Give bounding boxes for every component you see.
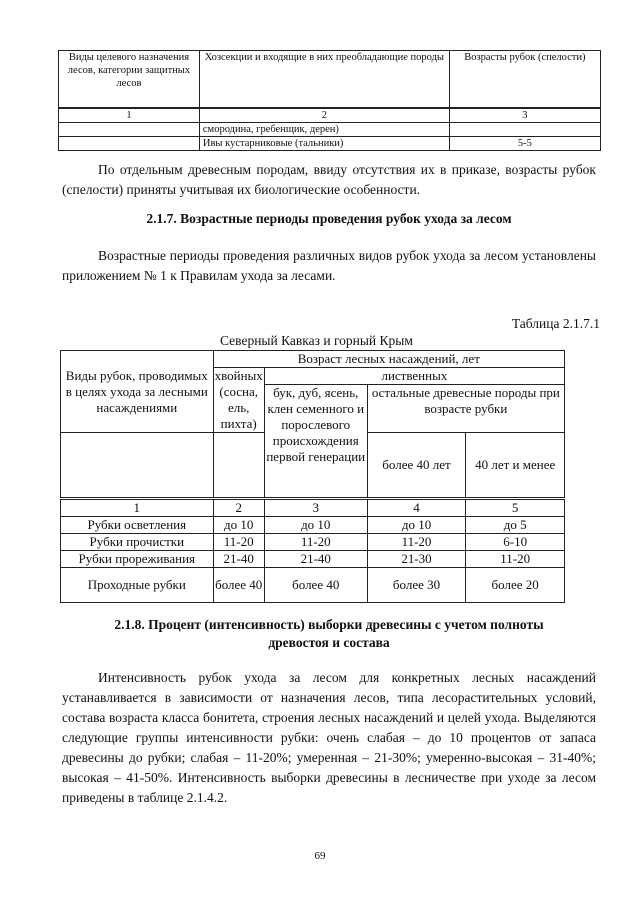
- table-header-row: [61, 351, 565, 368]
- header-cell-deciduous: лиственных: [264, 368, 564, 385]
- section-heading-2-1-8-line1: 2.1.8. Процент (интенсивность) выборки древесины с учетом полноты: [114, 617, 544, 632]
- header-cell-under-40: 40 лет и менее: [466, 433, 565, 499]
- header-cell-conifer: хвойных (сосна, ель, пихта): [214, 368, 263, 431]
- table-cell: до 5: [466, 517, 565, 534]
- number-cell: 3: [449, 108, 600, 123]
- number-cell: 2: [199, 108, 449, 123]
- header-cell-species: Хозсекции и входящие в них преобладающие породы: [199, 51, 449, 109]
- table-row: [59, 137, 601, 151]
- table-cell: 11-20: [466, 551, 565, 568]
- number-cell: 4: [367, 499, 466, 517]
- table-cell: до 10: [264, 517, 367, 534]
- row-name-cell: Проходные рубки: [61, 568, 214, 603]
- table-cell: 21-40: [213, 551, 264, 568]
- table-row: [61, 568, 565, 603]
- table-cell: до 10: [367, 517, 466, 534]
- section-heading-2-1-8-line2: древостоя и состава: [268, 635, 390, 650]
- table-caption: Таблица 2.1.7.1: [511, 316, 600, 331]
- number-cell: 3: [264, 499, 367, 517]
- row-name-cell: Рубки осветления: [61, 517, 214, 534]
- table-cell: 11-20: [213, 534, 264, 551]
- header-cell-age: Возраст лесных насаждений, лет: [213, 351, 564, 368]
- page-number: 69: [314, 850, 326, 862]
- table-cell: 6-10: [466, 534, 565, 551]
- region-caption: Северный Кавказ и горный Крым: [220, 333, 413, 348]
- table-cell: более 40: [264, 568, 367, 603]
- table-cell: более 30: [367, 568, 466, 603]
- row-name-cell: Рубки прореживания: [61, 551, 214, 568]
- header-cell-spacer: [61, 433, 214, 499]
- header-cell-purpose: Виды целевого назначения лесов, категории защитных лесов: [59, 51, 200, 109]
- table-cell: 21-30: [367, 551, 466, 568]
- number-cell: 2: [213, 499, 264, 517]
- number-cell: 1: [59, 108, 200, 123]
- table-cell: 11-20: [367, 534, 466, 551]
- table-cell: 5-5: [449, 137, 600, 151]
- header-cell-beech-oak: бук, дуб, ясень, клен семенного и порослевого происхождения первой генерации: [264, 385, 367, 499]
- header-cell-age: Возрасты рубок (спелости): [449, 51, 600, 109]
- paragraph-intensity: Интенсивность рубок ухода за лесом для конкретных лесных насаждений устанавливается в зависимости от назначения лесов, типа лесорастительных условий, состава возраста класса бонитета, строения лесных насаждений и целей ухода. Выделяются следующие группы интенсивности рубки: очень слабая – до 10 процентов от запаса древесины до рубки; слабая – 11-20%; умеренная – 21-30%; умеренно-высокая – 31-40%; высокая – 41-50%. Интенсивность выборки древесины в лесничестве при уходе за лесом приведены в таблице 2.1.4.2.: [62, 670, 596, 805]
- paragraph-species-note: По отдельным древесным породам, ввиду отсутствия их в приказе, возрасты рубок (спелости) приняты учитывая их биологические особенности.: [62, 162, 596, 197]
- header-cell-spacer: [213, 433, 264, 499]
- table-cell: смородина, гребенщик, дерен): [199, 123, 449, 137]
- table-cell: 11-20: [264, 534, 367, 551]
- table-number-row: [59, 108, 601, 123]
- table-row: [61, 517, 565, 534]
- table-cell: [59, 123, 200, 137]
- header-cell-felling-type: Виды рубок, проводимых в целях ухода за лесными насаждениями: [61, 351, 214, 433]
- table-cell: [59, 137, 200, 151]
- number-cell: 1: [61, 499, 214, 517]
- table-row: [61, 551, 565, 568]
- row-name-cell: Рубки прочистки: [61, 534, 214, 551]
- table-cell: 21-40: [264, 551, 367, 568]
- paragraph-age-periods: Возрастные периоды проведения различных видов рубок ухода за лесом установлены приложением № 1 к Правилам ухода за лесами.: [62, 248, 596, 283]
- table-cell: более 20: [466, 568, 565, 603]
- header-cell-over-40: более 40 лет: [367, 433, 466, 499]
- thinning-age-periods-table: [60, 350, 565, 603]
- table-cell: [449, 123, 600, 137]
- number-cell: 5: [466, 499, 565, 517]
- table-row: [61, 534, 565, 551]
- header-cell-other-species: остальные древесные породы при возрасте рубки: [367, 385, 564, 433]
- age-of-felling-table-fragment: [58, 50, 601, 151]
- section-heading-2-1-7: 2.1.7. Возрастные периоды проведения рубок ухода за лесом: [146, 211, 512, 226]
- table-cell: до 10: [213, 517, 264, 534]
- table-cell: Ивы кустарниковые (тальники): [199, 137, 449, 151]
- table-cell: более 40: [213, 568, 264, 603]
- table-header-row: [59, 51, 601, 109]
- table-row: [59, 123, 601, 137]
- table-number-row: [61, 499, 565, 517]
